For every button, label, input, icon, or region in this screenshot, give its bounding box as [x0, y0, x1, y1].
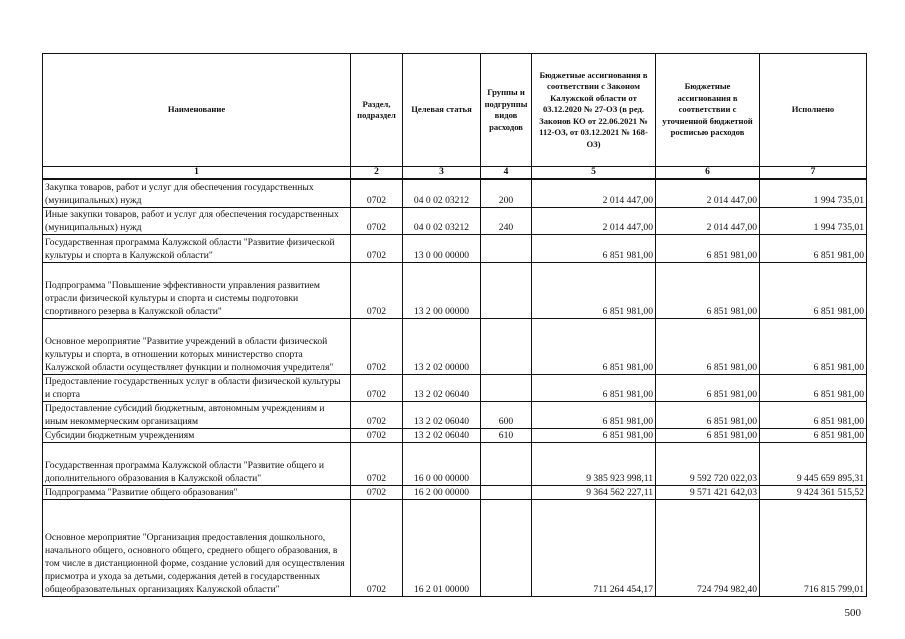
row-name: Иные закупки товаров, работ и услуг для обеспечения государственных (муниципальных) нужд: [43, 207, 351, 234]
row-name: Субсидии бюджетным учреждениям: [43, 428, 351, 442]
header-name: Наименование: [43, 54, 351, 167]
table-row: [43, 179, 867, 207]
table-row: [43, 499, 867, 596]
row-executed: 6 851 981,00: [760, 234, 867, 262]
column-number: 6: [656, 167, 760, 180]
row-section: 0702: [351, 485, 403, 499]
header-budget-refined: Бюджетные ассигнования в соответствии с уточненной бюджетной росписью расходов: [656, 54, 760, 167]
column-number: 4: [481, 167, 532, 180]
row-budget-law: 6 851 981,00: [532, 374, 656, 401]
row-target: 04 0 02 03212: [403, 179, 481, 207]
row-group: 600: [481, 401, 532, 428]
header-group: Группы и подгруппы видов расходов: [481, 54, 532, 167]
header-target: Целевая статья: [403, 54, 481, 167]
row-group: [481, 318, 532, 374]
row-target: 04 0 02 03212: [403, 207, 481, 234]
row-target: 16 2 01 00000: [403, 499, 481, 596]
row-name: Государственная программа Калужской области "Развитие общего и дополнительного образования в Калужской области": [43, 442, 351, 485]
row-budget-law: 711 264 454,17: [532, 499, 656, 596]
row-budget-refined: 6 851 981,00: [656, 401, 760, 428]
row-executed: 1 994 735,01: [760, 207, 867, 234]
row-target: 13 2 02 00000: [403, 318, 481, 374]
row-budget-law: 6 851 981,00: [532, 234, 656, 262]
row-budget-law: 6 851 981,00: [532, 401, 656, 428]
table-row: [43, 428, 867, 442]
row-section: 0702: [351, 428, 403, 442]
row-budget-law: 2 014 447,00: [532, 179, 656, 207]
row-executed: 9 445 659 895,31: [760, 442, 867, 485]
column-number: 7: [760, 167, 867, 180]
row-section: 0702: [351, 442, 403, 485]
row-group: 610: [481, 428, 532, 442]
header-section: Раздел, подраздел: [351, 54, 403, 167]
row-budget-refined: 2 014 447,00: [656, 207, 760, 234]
row-name: Предоставление субсидий бюджетным, автономным учреждениям и иным некоммерческим организациям: [43, 401, 351, 428]
row-target: 13 2 02 06040: [403, 428, 481, 442]
row-section: 0702: [351, 234, 403, 262]
table-row: [43, 485, 867, 499]
row-name: Подпрограмма "Развитие общего образования": [43, 485, 351, 499]
row-budget-refined: 6 851 981,00: [656, 428, 760, 442]
row-budget-refined: 2 014 447,00: [656, 179, 760, 207]
row-name: Подпрограмма "Повышение эффективности управления развитием отрасли физической культуры и спорта и системы подготовки спортивного резерва в Калужской области": [43, 262, 351, 318]
row-target: 16 2 00 00000: [403, 485, 481, 499]
column-number: 2: [351, 167, 403, 180]
row-group: 200: [481, 179, 532, 207]
row-budget-law: 6 851 981,00: [532, 428, 656, 442]
row-budget-law: 2 014 447,00: [532, 207, 656, 234]
header-budget-law: Бюджетные ассигнования в соответствии с Законом Калужской области от 03.12.2020 № 27-ОЗ (в ред. Законов КО от 22.06.2021 № 112-ОЗ, от 03.12.2021 № 168-ОЗ): [532, 54, 656, 167]
row-executed: 6 851 981,00: [760, 401, 867, 428]
row-section: 0702: [351, 318, 403, 374]
row-executed: 9 424 361 515,52: [760, 485, 867, 499]
row-name: Основное мероприятие "Организация предоставления дошкольного, начального общего, основного общего, среднего общего образования, в том числе в дистанционной форме, создание условий для осуществления присмотра и ухода за детьми, содержания детей в государственных общеобразовательных организациях Калужской области": [43, 499, 351, 596]
column-number: 5: [532, 167, 656, 180]
row-budget-refined: 6 851 981,00: [656, 262, 760, 318]
row-budget-refined: 6 851 981,00: [656, 234, 760, 262]
row-target: 13 0 00 00000: [403, 234, 481, 262]
row-executed: 6 851 981,00: [760, 318, 867, 374]
budget-table: [42, 53, 867, 597]
row-budget-refined: 6 851 981,00: [656, 374, 760, 401]
row-target: 16 0 00 00000: [403, 442, 481, 485]
row-group: [481, 262, 532, 318]
row-budget-law: 9 364 562 227,11: [532, 485, 656, 499]
row-section: 0702: [351, 179, 403, 207]
column-number: 1: [43, 167, 351, 180]
table-row: [43, 442, 867, 485]
row-name: Основное мероприятие "Развитие учреждений в области физической культуры и спорта, в отношении которых министерство спорта Калужской области осуществляет функции и полномочия учредителя": [43, 318, 351, 374]
header-executed: Исполнено: [760, 54, 867, 167]
row-group: [481, 374, 532, 401]
row-name: Предоставление государственных услуг в области физической культуры и спорта: [43, 374, 351, 401]
table-row: [43, 318, 867, 374]
table-row: [43, 401, 867, 428]
table-row: [43, 262, 867, 318]
table-row: [43, 374, 867, 401]
row-budget-refined: 724 794 982,40: [656, 499, 760, 596]
row-target: 13 2 02 06040: [403, 374, 481, 401]
header-row: [43, 54, 867, 167]
row-group: [481, 499, 532, 596]
row-budget-law: 9 385 923 998,11: [532, 442, 656, 485]
row-section: 0702: [351, 499, 403, 596]
column-number: 3: [403, 167, 481, 180]
row-executed: 6 851 981,00: [760, 374, 867, 401]
page-number: 500: [844, 607, 861, 619]
row-budget-refined: 9 592 720 022,03: [656, 442, 760, 485]
row-executed: 1 994 735,01: [760, 179, 867, 207]
row-name: Закупка товаров, работ и услуг для обеспечения государственных (муниципальных) нужд: [43, 179, 351, 207]
row-section: 0702: [351, 207, 403, 234]
table-row: [43, 207, 867, 234]
row-section: 0702: [351, 374, 403, 401]
row-budget-law: 6 851 981,00: [532, 318, 656, 374]
row-target: 13 2 00 00000: [403, 262, 481, 318]
row-budget-refined: 6 851 981,00: [656, 318, 760, 374]
row-executed: 716 815 799,01: [760, 499, 867, 596]
column-number-row: [43, 167, 867, 180]
row-group: [481, 485, 532, 499]
row-name: Государственная программа Калужской области "Развитие физической культуры и спорта в Калужской области": [43, 234, 351, 262]
row-target: 13 2 02 06040: [403, 401, 481, 428]
row-budget-refined: 9 571 421 642,03: [656, 485, 760, 499]
row-budget-law: 6 851 981,00: [532, 262, 656, 318]
table-row: [43, 234, 867, 262]
row-group: 240: [481, 207, 532, 234]
row-executed: 6 851 981,00: [760, 428, 867, 442]
row-section: 0702: [351, 262, 403, 318]
row-section: 0702: [351, 401, 403, 428]
row-group: [481, 442, 532, 485]
row-executed: 6 851 981,00: [760, 262, 867, 318]
row-group: [481, 234, 532, 262]
